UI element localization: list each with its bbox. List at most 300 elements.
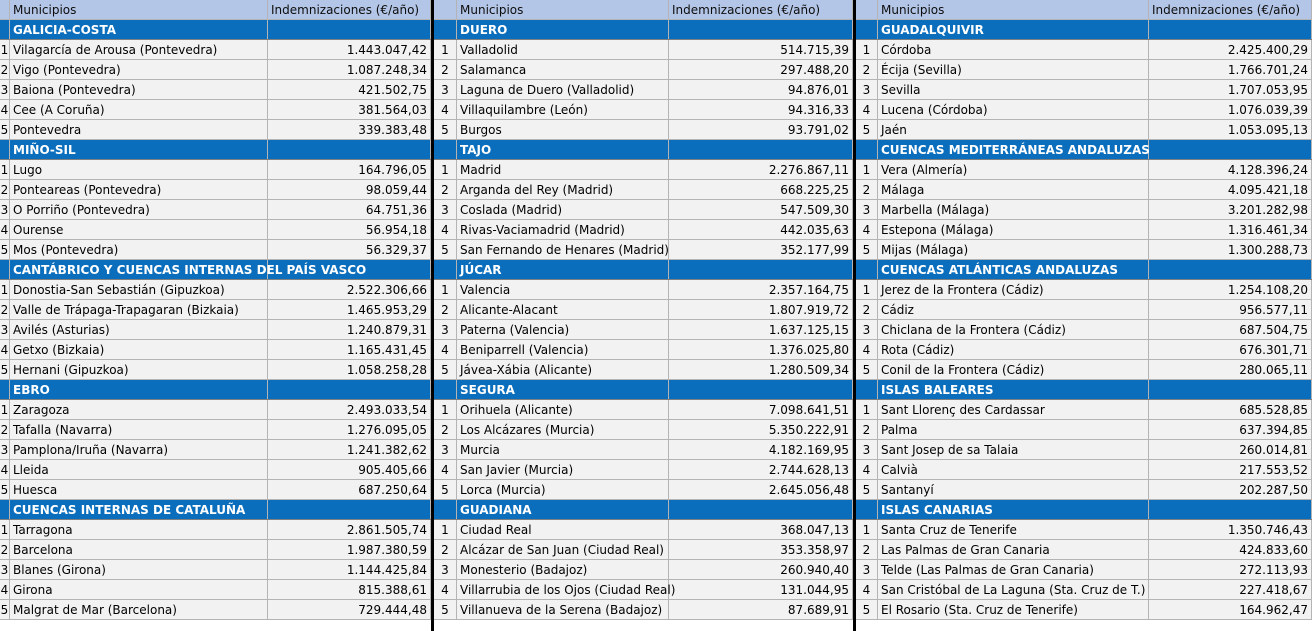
indemnizacion-cell: 1.280.509,34: [669, 360, 853, 379]
section-empty-cell: [1149, 260, 1312, 279]
table-row: [856, 600, 1312, 620]
municipio-cell: Vigo (Pontevedra): [10, 60, 268, 79]
table-row: [856, 120, 1312, 140]
municipio-cell: Baiona (Pontevedra): [10, 80, 268, 99]
rank-cell: 3: [0, 320, 10, 339]
table-row: [856, 100, 1312, 120]
rank-cell: 4: [434, 220, 457, 239]
indemnizacion-cell: 2.276.867,11: [669, 160, 853, 179]
municipio-cell: El Rosario (Sta. Cruz de Tenerife): [878, 600, 1149, 619]
indemnizacion-cell: 2.493.033,54: [268, 400, 431, 419]
indemnizacion-cell: 260.014,81: [1149, 440, 1312, 459]
table-row: [0, 560, 431, 580]
indemnizacion-cell: 1.350.746,43: [1149, 520, 1312, 539]
indemnizacion-cell: 2.425.400,29: [1149, 40, 1312, 59]
table-row: [0, 120, 431, 140]
indemnizacion-cell: 260.940,40: [669, 560, 853, 579]
rank-cell: 3: [0, 80, 10, 99]
municipio-cell: Sant Josep de sa Talaia: [878, 440, 1149, 459]
indemnizacion-cell: 56.954,18: [268, 220, 431, 239]
table-row: [856, 320, 1312, 340]
indemnizacion-cell: 1.376.025,80: [669, 340, 853, 359]
indemnizacion-cell: 547.509,30: [669, 200, 853, 219]
indemnizacion-cell: 1.707.053,95: [1149, 80, 1312, 99]
municipio-cell: Getxo (Bizkaia): [10, 340, 268, 359]
table-row: [856, 280, 1312, 300]
indemnizacion-cell: 1.165.431,45: [268, 340, 431, 359]
section-header-row: [0, 380, 431, 400]
rank-cell: 4: [856, 460, 878, 479]
table-row: [434, 180, 853, 200]
indemnizacion-cell: 421.502,75: [268, 80, 431, 99]
indemnizacion-cell: 353.358,97: [669, 540, 853, 559]
municipio-cell: Beniparrell (Valencia): [457, 340, 669, 359]
municipio-cell: Telde (Las Palmas de Gran Canaria): [878, 560, 1149, 579]
indemnizacion-cell: 1.316.461,34: [1149, 220, 1312, 239]
municipio-cell: Girona: [10, 580, 268, 599]
indemnizacion-cell: 131.044,95: [669, 580, 853, 599]
section-header-row: [434, 140, 853, 160]
table-row: [434, 160, 853, 180]
indemnizacion-cell: 94.316,33: [669, 100, 853, 119]
section-empty-cell: [1149, 140, 1312, 159]
section-empty-cell: [1149, 380, 1312, 399]
table-row: [0, 40, 431, 60]
rank-cell: 2: [856, 420, 878, 439]
section-index-cell: [856, 140, 878, 159]
rank-cell: 5: [856, 120, 878, 139]
section-title: GUADIANA: [457, 500, 669, 519]
municipio-cell: Lugo: [10, 160, 268, 179]
section-header-row: [434, 20, 853, 40]
rank-cell: 5: [856, 480, 878, 499]
table-row: [0, 400, 431, 420]
indemnizacion-cell: 676.301,71: [1149, 340, 1312, 359]
section-index-cell: [0, 380, 10, 399]
section-empty-cell: [669, 260, 853, 279]
table-row: [434, 240, 853, 260]
rank-cell: 2: [856, 540, 878, 559]
indemnizacion-cell: 93.791,02: [669, 120, 853, 139]
column-separator: [431, 0, 434, 631]
indemnizacion-cell: 87.689,91: [669, 600, 853, 619]
section-empty-cell: [268, 140, 431, 159]
rank-cell: 3: [0, 440, 10, 459]
table-row: [434, 320, 853, 340]
section-index-cell: [856, 380, 878, 399]
section-index-cell: [0, 20, 10, 39]
section-empty-cell: [1149, 500, 1312, 519]
rank-cell: 5: [434, 480, 457, 499]
municipio-cell: Valencia: [457, 280, 669, 299]
municipio-cell: Cádiz: [878, 300, 1149, 319]
rank-cell: 1: [0, 400, 10, 419]
municipio-cell: Cee (A Coruña): [10, 100, 268, 119]
table-row: [0, 580, 431, 600]
municipio-cell: Lleida: [10, 460, 268, 479]
indemnizacion-cell: 3.201.282,98: [1149, 200, 1312, 219]
municipio-cell: Rivas-Vaciamadrid (Madrid): [457, 220, 669, 239]
rank-cell: 2: [434, 60, 457, 79]
municipio-cell: Santanyí: [878, 480, 1149, 499]
section-title: TAJO: [457, 140, 669, 159]
indemnizacion-cell: 4.128.396,24: [1149, 160, 1312, 179]
section-index-cell: [434, 260, 457, 279]
table-row: [856, 440, 1312, 460]
section-title: CUENCAS INTERNAS DE CATALUÑA: [10, 500, 268, 519]
indemnizacion-cell: 1.443.047,42: [268, 40, 431, 59]
table-row: [856, 80, 1312, 100]
table-row: [434, 420, 853, 440]
table-row: [856, 540, 1312, 560]
indemnizacion-cell: 1.144.425,84: [268, 560, 431, 579]
indemnizacion-cell: 280.065,11: [1149, 360, 1312, 379]
table-row: [0, 460, 431, 480]
indemnizacion-cell: 381.564,03: [268, 100, 431, 119]
rank-cell: 2: [0, 180, 10, 199]
municipio-cell: Jávea-Xábia (Alicante): [457, 360, 669, 379]
indemnizacion-cell: 164.796,05: [268, 160, 431, 179]
section-empty-cell: [268, 500, 431, 519]
section-index-cell: [434, 500, 457, 519]
rank-cell: 5: [856, 360, 878, 379]
rank-cell: 3: [434, 200, 457, 219]
municipio-cell: Madrid: [457, 160, 669, 179]
section-header-row: [856, 380, 1312, 400]
rank-cell: 3: [856, 440, 878, 459]
header-indemnizaciones: Indemnizaciones (€/año): [1149, 0, 1312, 19]
indemnizacion-cell: 685.528,85: [1149, 400, 1312, 419]
municipio-cell: Coslada (Madrid): [457, 200, 669, 219]
table-column-group: [856, 0, 1312, 631]
indemnizacion-cell: 1.766.701,24: [1149, 60, 1312, 79]
municipio-cell: Tarragona: [10, 520, 268, 539]
rank-cell: 5: [856, 240, 878, 259]
table-row: [434, 300, 853, 320]
table-row: [0, 360, 431, 380]
municipio-cell: Santa Cruz de Tenerife: [878, 520, 1149, 539]
municipio-cell: Pontevedra: [10, 120, 268, 139]
municipio-cell: Donostia-San Sebastián (Gipuzkoa): [10, 280, 268, 299]
indemnizacion-cell: 1.087.248,34: [268, 60, 431, 79]
table-row: [434, 40, 853, 60]
rank-cell: 1: [0, 160, 10, 179]
indemnizacion-cell: 202.287,50: [1149, 480, 1312, 499]
indemnizacion-cell: 1.053.095,13: [1149, 120, 1312, 139]
rank-cell: 1: [0, 520, 10, 539]
section-index-cell: [856, 260, 878, 279]
municipio-cell: Sant Llorenç des Cardassar: [878, 400, 1149, 419]
rank-cell: 4: [856, 340, 878, 359]
municipio-cell: Calvià: [878, 460, 1149, 479]
table-row: [434, 460, 853, 480]
section-empty-cell: [669, 140, 853, 159]
table-row: [434, 400, 853, 420]
municipio-cell: San Cristóbal de La Laguna (Sta. Cruz de T.): [878, 580, 1149, 599]
municipio-cell: Écija (Sevilla): [878, 60, 1149, 79]
municipio-cell: Monesterio (Badajoz): [457, 560, 669, 579]
rank-cell: 5: [434, 360, 457, 379]
rank-cell: 5: [0, 480, 10, 499]
rank-cell: 2: [0, 420, 10, 439]
table-row: [856, 480, 1312, 500]
header-municipios: Municipios: [457, 0, 669, 19]
rank-cell: 4: [434, 100, 457, 119]
table-row: [856, 580, 1312, 600]
municipio-cell: Blanes (Girona): [10, 560, 268, 579]
rank-cell: 4: [856, 100, 878, 119]
table-row: [0, 280, 431, 300]
indemnizacion-cell: 424.833,60: [1149, 540, 1312, 559]
rank-cell: 1: [0, 280, 10, 299]
table-row: [856, 300, 1312, 320]
municipio-cell: Jerez de la Frontera (Cádiz): [878, 280, 1149, 299]
section-title: ISLAS BALEARES: [878, 380, 1149, 399]
table-row: [434, 560, 853, 580]
rank-cell: 3: [0, 200, 10, 219]
header-index-cell: [0, 0, 10, 19]
municipio-cell: Salamanca: [457, 60, 669, 79]
municipio-cell: O Porriño (Pontevedra): [10, 200, 268, 219]
indemnizacion-cell: 687.250,64: [268, 480, 431, 499]
rank-cell: 4: [434, 340, 457, 359]
table-row: [434, 440, 853, 460]
indemnizacion-cell: 637.394,85: [1149, 420, 1312, 439]
section-title: ISLAS CANARIAS: [878, 500, 1149, 519]
header-row: [434, 0, 853, 20]
municipio-cell: Los Alcázares (Murcia): [457, 420, 669, 439]
table-row: [0, 220, 431, 240]
municipio-cell: Alicante-Alacant: [457, 300, 669, 319]
table-row: [0, 240, 431, 260]
table-row: [434, 280, 853, 300]
indemnizacion-cell: 1.076.039,39: [1149, 100, 1312, 119]
header-municipios: Municipios: [878, 0, 1149, 19]
table-row: [856, 60, 1312, 80]
rank-cell: 4: [856, 220, 878, 239]
section-index-cell: [0, 140, 10, 159]
indemnizacion-cell: 956.577,11: [1149, 300, 1312, 319]
municipio-cell: Alcázar de San Juan (Ciudad Real): [457, 540, 669, 559]
rank-cell: 2: [434, 540, 457, 559]
municipio-cell: Lucena (Córdoba): [878, 100, 1149, 119]
indemnizacion-cell: 227.418,67: [1149, 580, 1312, 599]
rank-cell: 5: [0, 120, 10, 139]
municipio-cell: Mijas (Málaga): [878, 240, 1149, 259]
municipio-cell: Ponteareas (Pontevedra): [10, 180, 268, 199]
indemnizacion-cell: 217.553,52: [1149, 460, 1312, 479]
table-column-group: [434, 0, 853, 631]
indemnizacion-cell: 1.807.919,72: [669, 300, 853, 319]
rank-cell: 3: [856, 560, 878, 579]
section-title: DUERO: [457, 20, 669, 39]
table-row: [856, 520, 1312, 540]
rank-cell: 3: [434, 320, 457, 339]
section-index-cell: [434, 140, 457, 159]
section-header-row: [0, 500, 431, 520]
municipio-cell: Villaquilambre (León): [457, 100, 669, 119]
table-row: [434, 220, 853, 240]
table-row: [434, 60, 853, 80]
indemnizacion-cell: 729.444,48: [268, 600, 431, 619]
municipio-cell: Paterna (Valencia): [457, 320, 669, 339]
table-row: [434, 100, 853, 120]
indemnizacion-cell: 687.504,75: [1149, 320, 1312, 339]
section-empty-cell: [669, 500, 853, 519]
municipio-cell: Ciudad Real: [457, 520, 669, 539]
rank-cell: 2: [856, 180, 878, 199]
section-title: EBRO: [10, 380, 268, 399]
indemnizacion-cell: 1.240.879,31: [268, 320, 431, 339]
rank-cell: 5: [434, 600, 457, 619]
rank-cell: 1: [434, 160, 457, 179]
municipio-cell: Zaragoza: [10, 400, 268, 419]
rank-cell: 3: [0, 560, 10, 579]
table-row: [856, 340, 1312, 360]
indemnizacion-cell: 1.637.125,15: [669, 320, 853, 339]
section-index-cell: [434, 380, 457, 399]
header-row: [0, 0, 431, 20]
municipio-cell: San Fernando de Henares (Madrid): [457, 240, 669, 259]
rank-cell: 1: [434, 400, 457, 419]
table-row: [856, 240, 1312, 260]
table-row: [434, 540, 853, 560]
rank-cell: 5: [0, 600, 10, 619]
section-title: SEGURA: [457, 380, 669, 399]
indemnizacion-cell: 1.987.380,59: [268, 540, 431, 559]
indemnizacion-cell: 4.095.421,18: [1149, 180, 1312, 199]
municipio-cell: Huesca: [10, 480, 268, 499]
indemnizacion-cell: 368.047,13: [669, 520, 853, 539]
indemnizacion-cell: 297.488,20: [669, 60, 853, 79]
municipio-cell: Pamplona/Iruña (Navarra): [10, 440, 268, 459]
table-row: [856, 560, 1312, 580]
rank-cell: 2: [0, 60, 10, 79]
rank-cell: 2: [856, 300, 878, 319]
table-row: [0, 80, 431, 100]
municipio-cell: Villarrubia de los Ojos (Ciudad Real): [457, 580, 669, 599]
indemnizacion-cell: 2.522.306,66: [268, 280, 431, 299]
section-title: GALICIA-COSTA: [10, 20, 268, 39]
rank-cell: 2: [434, 180, 457, 199]
rank-cell: 1: [856, 280, 878, 299]
rank-cell: 4: [856, 580, 878, 599]
header-row: [856, 0, 1312, 20]
municipio-cell: Orihuela (Alicante): [457, 400, 669, 419]
table-row: [434, 200, 853, 220]
rank-cell: 1: [856, 40, 878, 59]
table-row: [0, 60, 431, 80]
indemnizacion-cell: 5.350.222,91: [669, 420, 853, 439]
rank-cell: 1: [856, 520, 878, 539]
rank-cell: 5: [434, 240, 457, 259]
section-empty-cell: [669, 380, 853, 399]
header-indemnizaciones: Indemnizaciones (€/año): [669, 0, 853, 19]
indemnizacion-cell: 2.744.628,13: [669, 460, 853, 479]
section-header-row: [0, 260, 431, 280]
section-title: CUENCAS MEDITERRÁNEAS ANDALUZAS: [878, 140, 1149, 159]
rank-cell: 3: [434, 560, 457, 579]
municipio-cell: Burgos: [457, 120, 669, 139]
municipio-cell: Arganda del Rey (Madrid): [457, 180, 669, 199]
table-row: [856, 200, 1312, 220]
rank-cell: 1: [856, 400, 878, 419]
section-empty-cell: [268, 20, 431, 39]
rank-cell: 1: [856, 160, 878, 179]
indemnizacion-cell: 1.465.953,29: [268, 300, 431, 319]
table-row: [856, 400, 1312, 420]
municipio-cell: Chiclana de la Frontera (Cádiz): [878, 320, 1149, 339]
header-index-cell: [856, 0, 878, 19]
rank-cell: 1: [434, 40, 457, 59]
rank-cell: 4: [0, 460, 10, 479]
table-row: [0, 100, 431, 120]
indemnizacion-cell: 2.861.505,74: [268, 520, 431, 539]
rank-cell: 3: [856, 80, 878, 99]
table-row: [856, 460, 1312, 480]
rank-cell: 3: [434, 440, 457, 459]
municipio-cell: Rota (Cádiz): [878, 340, 1149, 359]
municipio-cell: Vilagarcía de Arousa (Pontevedra): [10, 40, 268, 59]
rank-cell: 4: [0, 580, 10, 599]
table-row: [856, 360, 1312, 380]
table-row: [0, 420, 431, 440]
table-row: [0, 520, 431, 540]
section-index-cell: [0, 500, 10, 519]
section-empty-cell: [268, 380, 431, 399]
indemnizacion-cell: 905.405,66: [268, 460, 431, 479]
municipio-cell: Vera (Almería): [878, 160, 1149, 179]
table-row: [0, 180, 431, 200]
header-indemnizaciones: Indemnizaciones (€/año): [268, 0, 431, 19]
column-separator: [853, 0, 856, 631]
indemnizacion-cell: 56.329,37: [268, 240, 431, 259]
rank-cell: 2: [856, 60, 878, 79]
rank-cell: 4: [0, 100, 10, 119]
rank-cell: 5: [0, 360, 10, 379]
table-row: [0, 300, 431, 320]
municipio-cell: Palma: [878, 420, 1149, 439]
section-title: GUADALQUIVIR: [878, 20, 1149, 39]
rank-cell: 5: [434, 120, 457, 139]
section-title: CUENCAS ATLÁNTICAS ANDALUZAS: [878, 260, 1149, 279]
municipio-cell: Barcelona: [10, 540, 268, 559]
section-empty-cell: [669, 20, 853, 39]
table-row: [434, 120, 853, 140]
section-header-row: [0, 20, 431, 40]
municipio-cell: Valladolid: [457, 40, 669, 59]
municipio-cell: Avilés (Asturias): [10, 320, 268, 339]
rank-cell: 4: [434, 460, 457, 479]
municipio-cell: Laguna de Duero (Valladolid): [457, 80, 669, 99]
municipio-cell: Malgrat de Mar (Barcelona): [10, 600, 268, 619]
table-row: [0, 320, 431, 340]
table-row: [0, 200, 431, 220]
rank-cell: 1: [0, 40, 10, 59]
section-index-cell: [856, 500, 878, 519]
rank-cell: 1: [434, 520, 457, 539]
table-row: [0, 440, 431, 460]
municipio-cell: Murcia: [457, 440, 669, 459]
rank-cell: 4: [434, 580, 457, 599]
table-row: [0, 540, 431, 560]
indemnizacion-cell: 272.113,93: [1149, 560, 1312, 579]
section-header-row: [856, 500, 1312, 520]
municipio-cell: Mos (Pontevedra): [10, 240, 268, 259]
header-index-cell: [434, 0, 457, 19]
municipio-cell: Hernani (Gipuzkoa): [10, 360, 268, 379]
municipio-cell: Córdoba: [878, 40, 1149, 59]
